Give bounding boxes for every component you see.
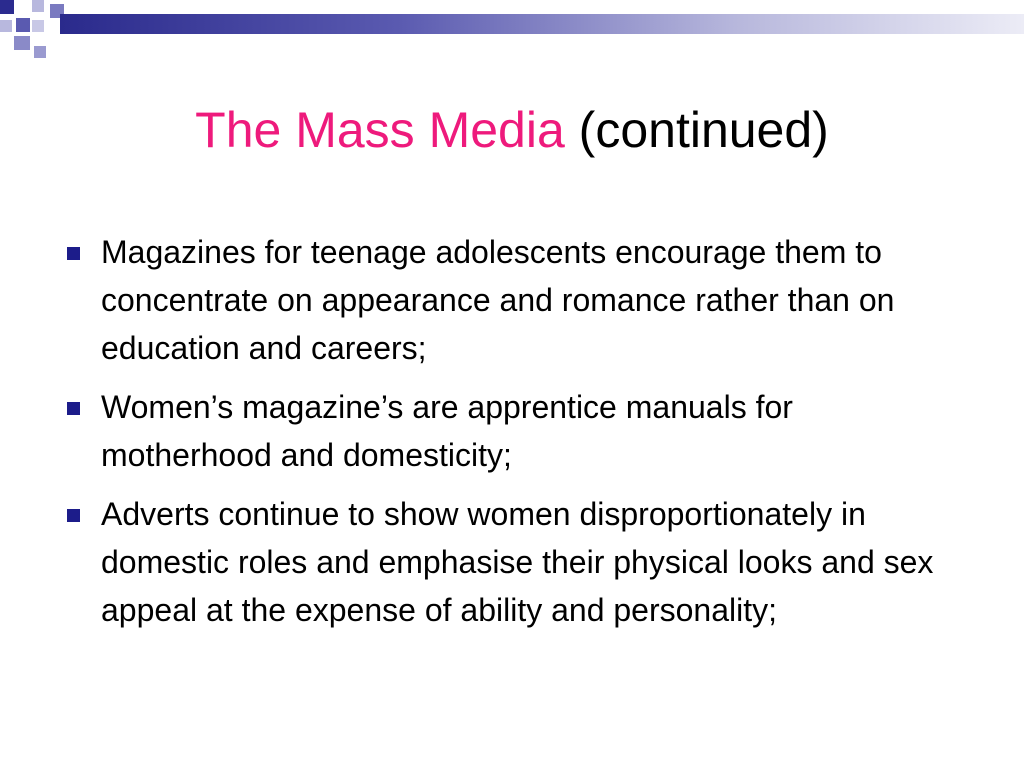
- slide-title: [0, 98, 1024, 162]
- slide-title-suffix: (continued): [578, 102, 829, 158]
- corner-square: [14, 36, 30, 50]
- bullet-item: [60, 490, 960, 634]
- bullet-list: [60, 228, 960, 645]
- bullet-item: [60, 383, 960, 479]
- corner-square: [16, 18, 30, 32]
- corner-square: [32, 20, 44, 32]
- corner-square: [0, 0, 14, 14]
- slide-title-main: The Mass Media: [195, 102, 565, 158]
- corner-square: [34, 46, 46, 58]
- square-bullet-icon: [67, 247, 80, 260]
- corner-square: [0, 20, 12, 32]
- bullet-text: Women’s magazine’s are apprentice manuals for motherhood and domesticity;: [101, 389, 793, 473]
- square-bullet-icon: [67, 402, 80, 415]
- header-gradient-bar: [60, 14, 1024, 34]
- bullet-text: Magazines for teenage adolescents encourage them to concentrate on appearance and romance rather than on education and careers;: [101, 234, 895, 366]
- bullet-item: [60, 228, 960, 372]
- corner-square: [14, 0, 32, 12]
- corner-square: [32, 0, 44, 12]
- bullet-text: Adverts continue to show women disproportionately in domestic roles and emphasise their physical looks and sex appeal at the expense of ability and personality;: [101, 496, 934, 628]
- square-bullet-icon: [67, 509, 80, 522]
